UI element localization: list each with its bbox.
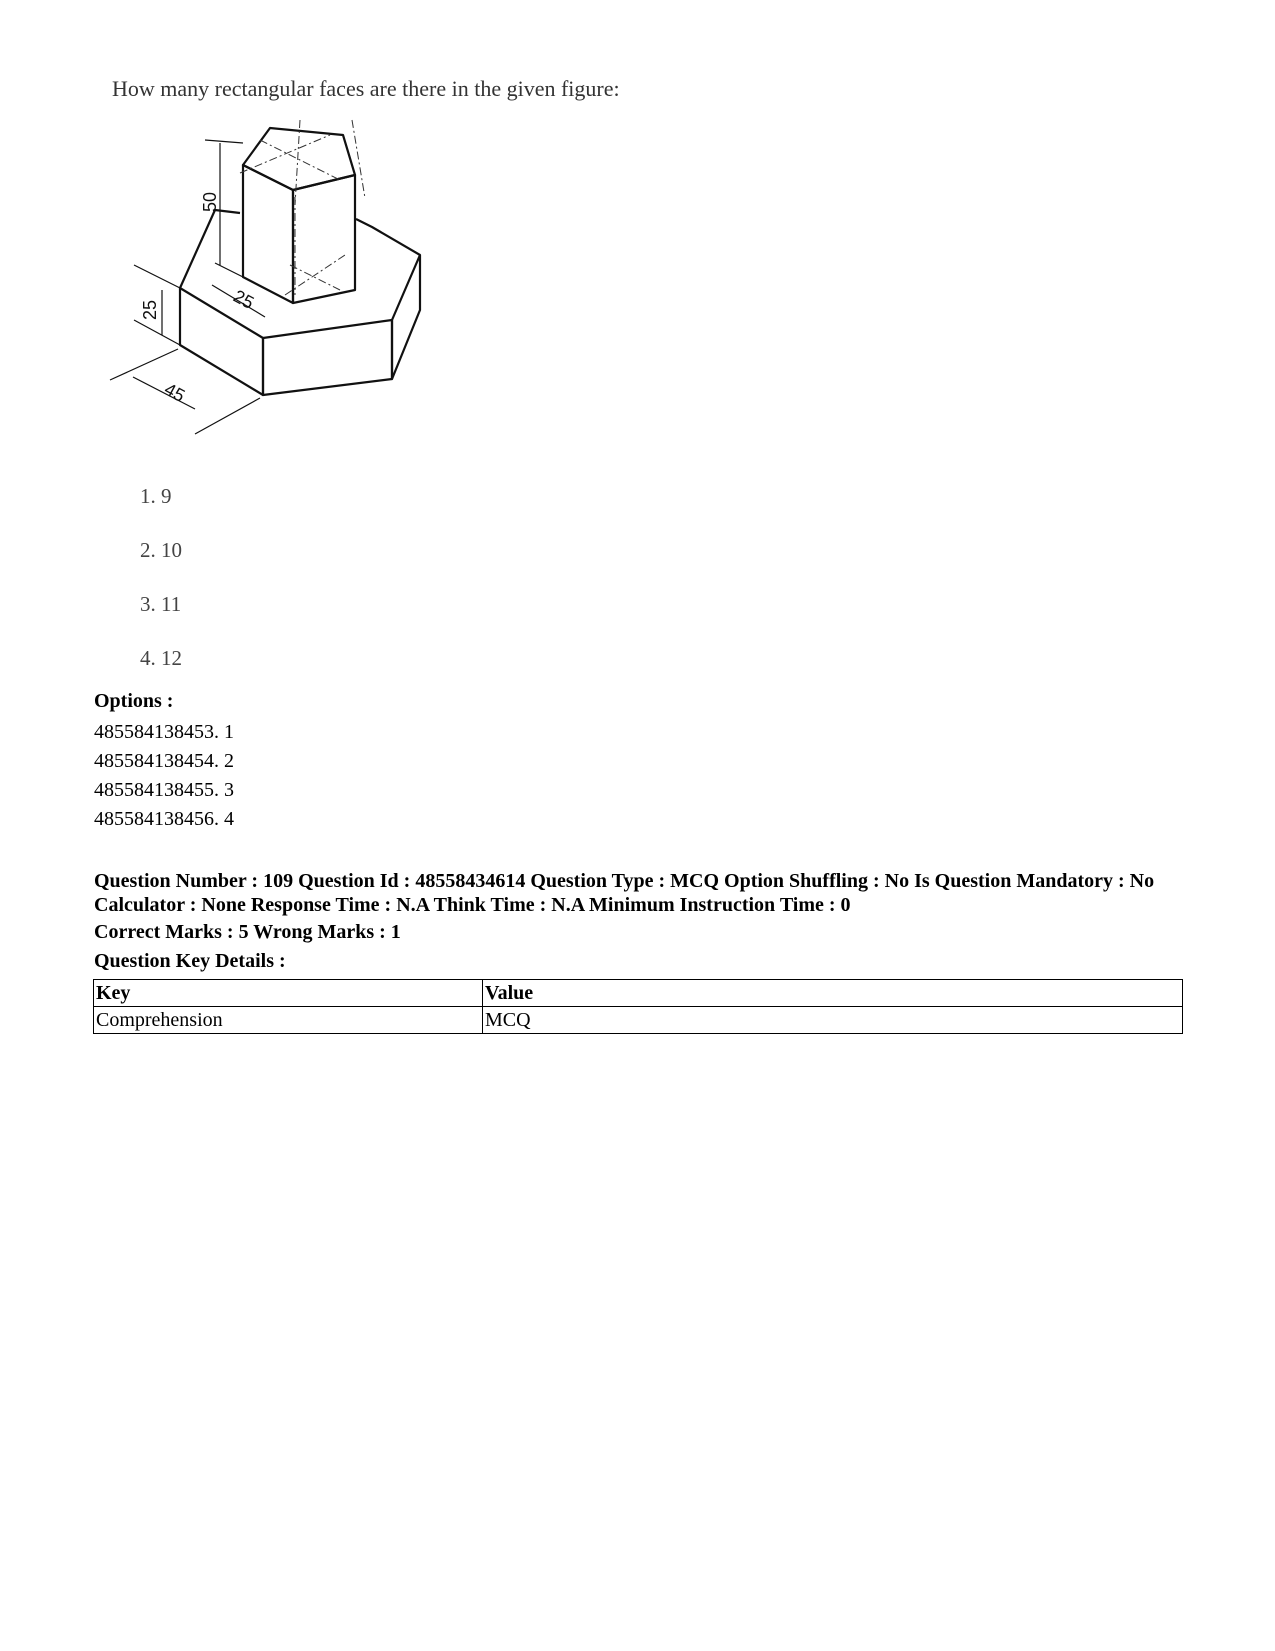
key-details-table	[93, 979, 1183, 1034]
choice-item: 1. 9	[140, 484, 172, 508]
dimension-label: 25	[230, 285, 258, 313]
isometric-figure	[100, 115, 460, 465]
choice-item: 2. 10	[140, 538, 182, 562]
options-heading: Options :	[94, 690, 174, 712]
dimension-label: 50	[200, 191, 220, 212]
choice-item: 3. 11	[140, 592, 182, 616]
question-meta: Question Number : 109 Question Id : 48558434614 Question Type : MCQ Option Shuffling : No Is Question Mandatory : No Calculator : None Response Time : N.A Think Time : N.A Minimum Instruction Time : 0	[94, 870, 1155, 916]
table-cell: MCQ	[483, 1007, 1183, 1034]
table-cell: Comprehension	[94, 1007, 483, 1034]
dimension-label: 45	[161, 378, 189, 406]
marks-line: Correct Marks : 5 Wrong Marks : 1	[94, 921, 401, 943]
column-header: Value	[483, 980, 1183, 1007]
dimension-label: 25	[140, 299, 160, 320]
option-item: 485584138455. 3	[94, 779, 234, 801]
option-item: 485584138454. 2	[94, 750, 234, 772]
key-details-heading: Question Key Details :	[94, 950, 286, 972]
question-text: How many rectangular faces are there in the given figure:	[112, 76, 620, 101]
options-list	[94, 718, 234, 834]
answer-choices	[140, 484, 182, 700]
table-row	[94, 1007, 1183, 1034]
column-header: Key	[94, 980, 483, 1007]
table-header-row	[94, 980, 1183, 1007]
option-item: 485584138453. 1	[94, 721, 234, 743]
choice-item: 4. 12	[140, 646, 182, 670]
option-item: 485584138456. 4	[94, 808, 234, 830]
